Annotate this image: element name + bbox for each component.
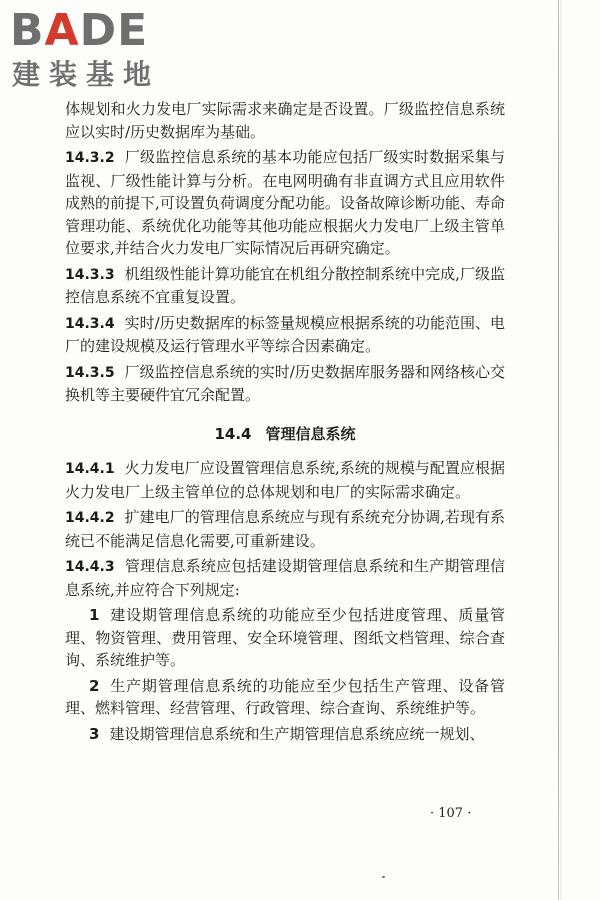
list-item-text: 建设期管理信息系统的功能应至少包括进度管理、质量管理、物资管理、费用管理、安全环境管理、图纸文档管理、综合查询、系统维护等。 <box>65 606 505 669</box>
watermark-logo <box>10 6 180 94</box>
list-item-text: 生产期管理信息系统的功能应至少包括生产管理、设备管理、燃料管理、经营管理、行政管理、综合查询、系统维护等。 <box>65 676 505 717</box>
paragraph-14-4-1 <box>65 457 505 503</box>
clause-number: 14.4.1 <box>65 461 115 477</box>
body-text <box>65 98 505 748</box>
list-item <box>65 675 505 720</box>
clause-number: 14.3.3 <box>65 266 115 283</box>
paragraph-14-3-3 <box>65 263 505 309</box>
paragraph-14-3-5 <box>65 361 505 407</box>
paragraph-text: 机组级性能计算功能宜在机组分散控制系统中完成,厂级监控信息系统不宜重复设置。 <box>65 264 505 306</box>
list-item-number: 2 <box>89 676 100 695</box>
section-number: 14.4 <box>214 424 252 443</box>
clause-number: 14.3.2 <box>65 150 115 166</box>
scan-speck <box>382 876 385 878</box>
paragraph-text: 管理信息系统应包括建设期管理信息系统和生产期管理信息系统,并应符合下列规定: <box>65 557 505 599</box>
section-title: 管理信息系统 <box>265 424 356 443</box>
page-number: · 107 · <box>430 806 472 821</box>
book-spine-shadow <box>560 0 562 900</box>
clause-number: 14.4.2 <box>65 510 115 526</box>
list-item <box>65 723 505 746</box>
book-spine-line <box>558 0 559 900</box>
paragraph-14-3-2 <box>65 146 505 260</box>
list-item <box>65 604 505 672</box>
paragraph-14-4-3 <box>65 555 505 601</box>
paragraph-14-4-2 <box>65 506 505 552</box>
section-heading <box>65 423 505 446</box>
paragraph-text: 火力发电厂应设置管理信息系统,系统的规模与配置应根据火力发电厂上级主管单位的总体规划和电厂的实际需求确定。 <box>65 459 505 501</box>
paragraph-text: 实时/历史数据库的标签量规模应根据系统的功能范围、电厂的建设规模及运行管理水平等综合因素确定。 <box>65 313 505 355</box>
paragraph-text: 体规划和火力发电厂实际需求来确定是否设置。厂级监控信息系统应以实时/历史数据库为基础。 <box>65 100 505 141</box>
paragraph-14-3-4 <box>65 312 505 358</box>
list-item-number: 1 <box>89 606 100 624</box>
clause-number: 14.3.4 <box>65 315 115 332</box>
logo-chinese-text: 建装基地 <box>12 58 161 91</box>
list-item-text: 建设期管理信息系统和生产期管理信息系统应统一规划、 <box>109 724 485 743</box>
list-item-number: 3 <box>89 724 100 743</box>
paragraph-text: 厂级监控信息系统的实时/历史数据库服务器和网络核心交换机等主要硬件宜冗余配置。 <box>65 362 505 404</box>
paragraph <box>65 98 505 143</box>
clause-number: 14.4.3 <box>65 559 115 575</box>
clause-number: 14.3.5 <box>65 364 115 381</box>
logo-latin-text: BADE <box>10 5 149 56</box>
paragraph-text: 厂级监控信息系统的基本功能应包括厂级实时数据采集与监视、厂级性能计算与分析。在电网明确有非直调方式且应用软件成熟的前提下,可设置负荷调度分配功能。设备故障诊断功能、寿命管理功能、系统优化功能等其他功能应根据火力发电厂上级主管单位要求,并结合火力发电厂实际情况后再研究确定。 <box>65 148 505 257</box>
paragraph-text: 扩建电厂的管理信息系统应与现有系统充分协调,若现有系统已不能满足信息化需要,可重新建设。 <box>65 508 505 550</box>
